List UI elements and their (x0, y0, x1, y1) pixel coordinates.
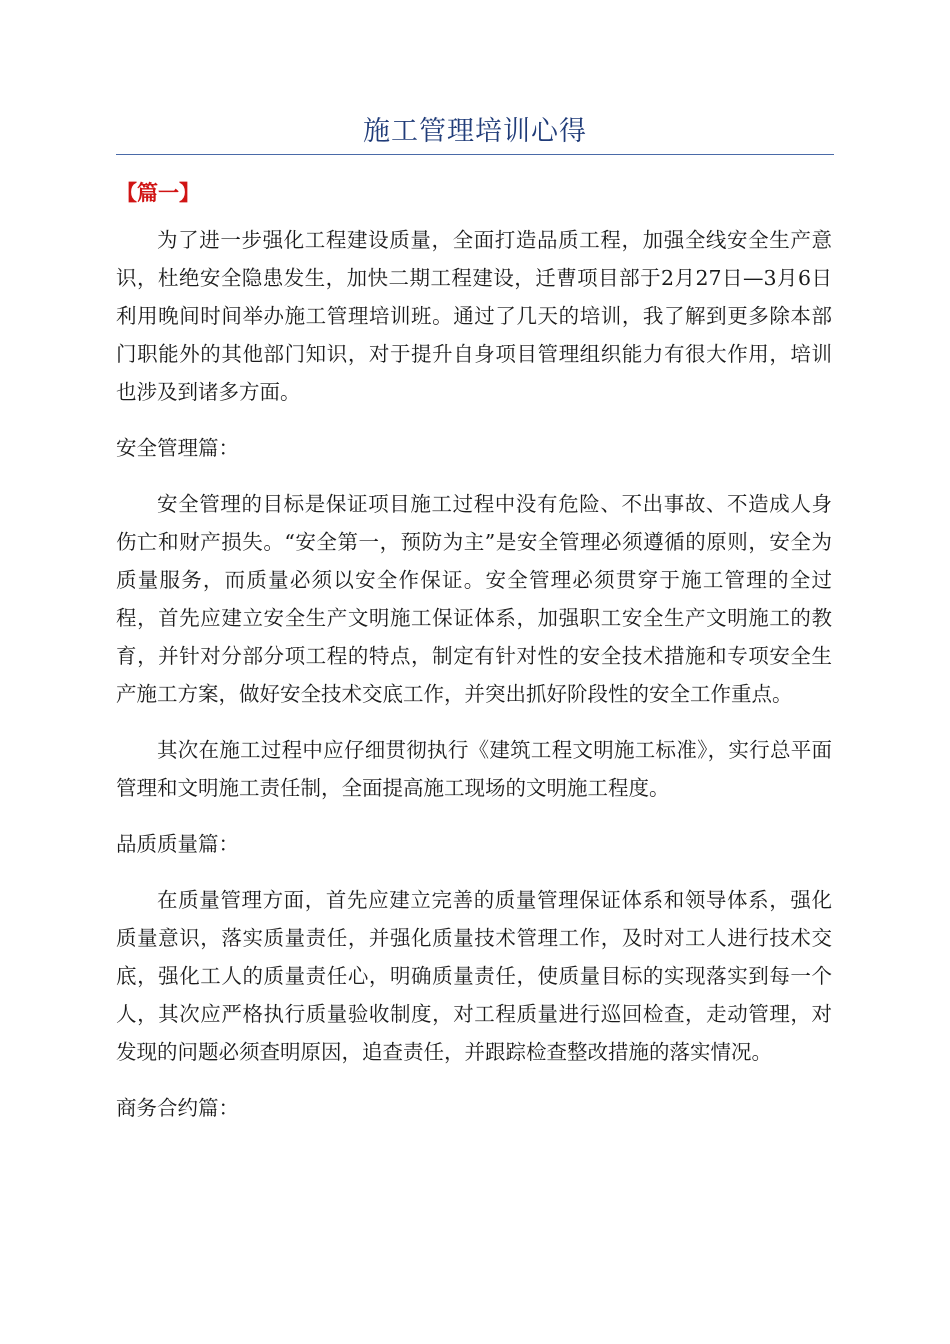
document-body (116, 221, 832, 1145)
document-title: 施工管理培训心得 (363, 116, 587, 147)
title-underline (116, 154, 834, 155)
paragraph-safety-1: 安全管理的目标是保证项目施工过程中没有危险、不出事故、不造成人身伤亡和财产损失。“安全第一，预防为主”是安全管理必须遵循的原则，安全为质量服务，而质量必须以安全作保证。安全管理必须贯穿于施工管理的全过程，首先应建立安全生产文明施工保证体系，加强职工安全生产文明施工的教育，并针对分部分项工程的特点，制定有针对性的安全技术措施和专项安全生产施工方案，做好安全技术交底工作，并突出抓好阶段性的安全工作重点。 (116, 492, 832, 706)
paragraph-quality: 在质量管理方面，首先应建立完善的质量管理保证体系和领导体系，强化质量意识，落实质量责任，并强化质量技术管理工作，及时对工人进行技术交底，强化工人的质量责任心，明确质量责任，使质量目标的实现落实到每一个人，其次应严格执行质量验收制度，对工程质量进行巡回检查，走动管理，对发现的问题必须查明原因，追查责任，并跟踪检查整改措施的落实情况。 (116, 888, 832, 1064)
heading-contracts: 商务合约篇： (116, 1096, 239, 1120)
heading-safety: 安全管理篇： (116, 436, 239, 460)
section-tag: 【篇一】 (116, 181, 200, 205)
paragraph-intro: 为了进一步强化工程建设质量，全面打造品质工程，加强全线安全生产意识，杜绝安全隐患发生，加快二期工程建设，迁曹项目部于2月27日—3月6日利用晚间时间举办施工管理培训班。通过了几天的培训，我了解到更多除本部门职能外的其他部门知识，对于提升自身项目管理组织能力有很大作用，培训也涉及到诸多方面。 (116, 228, 832, 404)
paragraph-safety-2: 其次在施工过程中应仔细贯彻执行《建筑工程文明施工标准》，实行总平面管理和文明施工责任制，全面提高施工现场的文明施工程度。 (116, 738, 832, 800)
heading-quality: 品质质量篇： (116, 832, 239, 856)
